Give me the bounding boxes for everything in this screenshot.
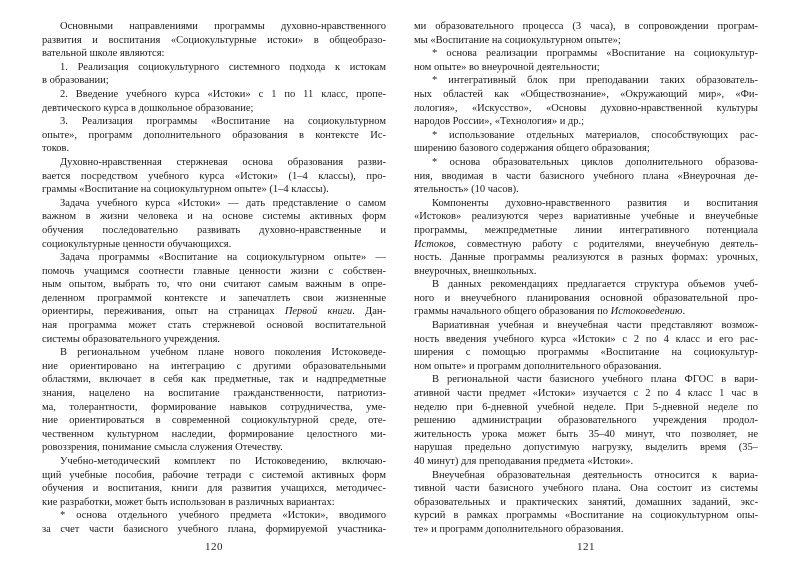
text-line: нарушая предельно допустимую нагрузку, выделить время (35–	[414, 442, 758, 454]
text-line: народов России», «Технология» и др.;	[414, 116, 585, 128]
text-line: щий учебные пособия, рабочие тетради с системой активных форм	[42, 469, 386, 481]
paragraph	[42, 88, 386, 115]
text-line: токов.	[42, 143, 70, 155]
text-line: социокультурные ценности обучающихся.	[42, 238, 232, 250]
text-line: те» и программ дополнительного образования.	[414, 523, 624, 535]
text-line: 1. Реализация социокультурного системного подхода к истокам	[60, 61, 386, 73]
text-line: * основа образовательных циклов дополнительного образова-	[432, 156, 758, 168]
paragraph	[414, 47, 758, 74]
text-line: В региональной части базисного учебного плана ФГОС в вари-	[432, 374, 758, 386]
text-line: лология», «Искусство», «Основы духовно-нравственной культуры	[414, 102, 758, 114]
text-line: образовательных и практических занятий, домашних заданий, экс-	[414, 496, 758, 508]
text-line: Духовно-нравственная стержневая основа образования разви-	[60, 156, 386, 168]
text-line: Основными направлениями программы духовно-нравственного	[60, 21, 386, 32]
text-line: знания, нацелено на воспитание гражданственности, патриотиз-	[42, 388, 386, 400]
page-left	[42, 20, 386, 554]
paragraph	[42, 509, 386, 536]
text-line: ным опытом, выбрать то, что они считают самым важным в опре-	[42, 279, 386, 291]
text-line: ма, толерантности, формирование навыков сотрудничества, уме-	[42, 401, 386, 413]
text-line: курсий в рамках программы «Воспитание на социокультурном опы-	[414, 510, 758, 522]
text-line: ного и внеучебного планирования основной образовательной про-	[414, 292, 758, 304]
text-line: Учебно-методический комплект по Истоковедению, включаю-	[60, 456, 386, 467]
text-line: обучения последовательно развивать духовно-нравственные и	[42, 224, 386, 236]
page-number: 121	[577, 540, 595, 553]
text-line: ние ориентировано на интеграцию с другими образовательными	[42, 360, 386, 372]
text-line: системы образовательного учреждения.	[42, 333, 221, 345]
text-line: граммы начального общего образования по Истоковедению.	[414, 306, 686, 318]
text-line: В региональном учебном плане нового поколения Истоковеде-	[60, 347, 386, 359]
text-line: тивной части базисного учебного плана. Она состоит из системы	[414, 483, 758, 495]
paragraph	[414, 373, 758, 468]
text-line: Внеучебная образовательная деятельность относится к вариа-	[432, 469, 758, 481]
text-line: мы «Воспитание на социокультурном опыте»;	[414, 34, 621, 46]
text-line: программы, межпредметные линии интегративного потенциала	[414, 224, 758, 236]
page-text	[414, 20, 758, 537]
paragraph	[414, 156, 758, 197]
text-line: ных областей как «Обществознание», «Окружающий мир», «Фи-	[414, 88, 758, 100]
paragraph	[414, 197, 758, 279]
text-line: неделю при 6-дневной учебной неделе. При 5-дневной неделе по	[414, 401, 758, 413]
text-line: развития и воспитания «Социокультурные истоки» в общеобразо-	[42, 34, 386, 46]
paragraph	[42, 346, 386, 455]
paragraph	[42, 61, 386, 88]
text-line: ширения с помощью программы «Воспитание на социокультур-	[414, 347, 758, 359]
text-line: помочь учащимся соотнести главные ценности жизни с собствен-	[42, 265, 386, 277]
text-line: ном опыте» и программ дополнительного образования.	[414, 360, 662, 372]
text-line: кие разработки, может быть использован в различных вариантах:	[42, 496, 335, 508]
text-line: ативной части предмет «Истоки» изучается с 2 по 4 класс 1 час в	[414, 388, 758, 400]
text-line: ятельность» (10 часов).	[414, 184, 519, 196]
text-line: Истоков, совместную работу с родителями, внеучебную деятель-	[414, 238, 758, 250]
text-line: вается посредством учебного курса «Истоки» (1–4 классы), про-	[42, 170, 386, 182]
text-line: чественном культурном наследии, формирование целостного ми-	[42, 428, 386, 440]
text-line: * интегративный блок при преподавании таких образователь-	[432, 75, 758, 87]
paragraph	[414, 129, 758, 156]
paragraph	[42, 20, 386, 61]
text-line: Вариативная учебная и внеучебная части представляют возмож-	[432, 320, 758, 332]
paragraph	[414, 20, 758, 47]
text-line: девтического курса в дошкольное образование;	[42, 102, 254, 114]
text-line: Задача программы «Воспитание на социокультурном опыте» —	[60, 252, 386, 264]
page-right	[414, 20, 758, 554]
paragraph	[414, 278, 758, 319]
text-line: 40 минут) для преподавания предмета «Истоки».	[414, 456, 634, 467]
text-line: вательной школе являются:	[42, 48, 165, 60]
text-line: ность введения учебного курса «Истоки» с 2 по 4 класс и его рас-	[414, 333, 758, 345]
text-line: * основа отдельного учебного предмета «Истоки», вводимого	[60, 510, 386, 522]
text-line: жительность урока может быть 35–40 минут, что позволяет, не	[414, 428, 758, 440]
paragraph	[42, 251, 386, 346]
text-line: ровоззрения, понимание смысла служения Отечеству.	[42, 442, 283, 454]
paragraph	[42, 455, 386, 509]
text-line: граммы «Воспитание на социокультурном опыте» (1–4 классы).	[42, 184, 329, 196]
text-line: ния, вводимая в части базисного учебного плана «Внеурочная де-	[414, 170, 758, 182]
text-line: решению администрации образовательного учреждения продол-	[414, 415, 758, 427]
text-line: в образовании;	[42, 75, 109, 87]
text-line: * использование отдельных материалов, способствующих рас-	[432, 129, 758, 141]
text-line: 3. Реализация программы «Воспитание на социокультурном	[60, 116, 386, 128]
text-line: ориентиры, переживания, опыт на страницах Первой книги. Дан-	[42, 306, 386, 318]
paragraph	[42, 156, 386, 197]
paragraph	[42, 115, 386, 156]
text-line: ность. Данные программы реализуются в разных формах: урочных,	[414, 252, 758, 264]
paragraph	[414, 74, 758, 128]
paragraph	[42, 197, 386, 251]
text-line: Задача учебного курса «Истоки» — дать представление о самом	[60, 197, 386, 209]
text-line: опыте», программ дополнительного образования в контексте Ис-	[42, 129, 386, 141]
text-line: * основа реализации программы «Воспитание на социокультур-	[432, 48, 758, 60]
text-line: В данных рекомендациях предлагается структура объемов учеб-	[432, 279, 758, 291]
page-text	[42, 20, 386, 537]
text-line: областями, включает в себя как предметные, так и надпредметные	[42, 374, 386, 386]
text-line: ми образовательного процесса (3 часа), в сопровождении програм-	[414, 21, 758, 32]
text-line: ние ориентироваться в современной социокультурной среде, оте-	[42, 415, 386, 427]
text-line: ширению базового содержания общего образования;	[414, 143, 650, 155]
text-line: 2. Введение учебного курса «Истоки» с 1 по 11 класс, пропе-	[60, 88, 386, 100]
text-line: важном в жизни человека и на основе системы активных форм	[42, 211, 386, 223]
text-line: ном опыте» во внеурочной деятельности;	[414, 61, 600, 73]
text-line: деленном программой контексте и запечатлеть свои жизненные	[42, 292, 386, 304]
text-line: ная программа может стать стержневой основой воспитательной	[42, 320, 386, 332]
text-line: за счет части базисного учебного плана, формируемой участника-	[42, 523, 386, 535]
paragraph	[414, 319, 758, 373]
text-line: внеурочных, внешкольных.	[414, 265, 537, 277]
page-number: 120	[205, 540, 223, 553]
text-line: обучения и воспитания, книги для развития учащихся, методичес-	[42, 483, 386, 495]
text-line: Компоненты духовно-нравственного развития и воспитания	[432, 197, 758, 209]
text-line: «Истоков» реализуются через вариативные учебные и внеучебные	[414, 211, 758, 223]
paragraph	[414, 469, 758, 537]
